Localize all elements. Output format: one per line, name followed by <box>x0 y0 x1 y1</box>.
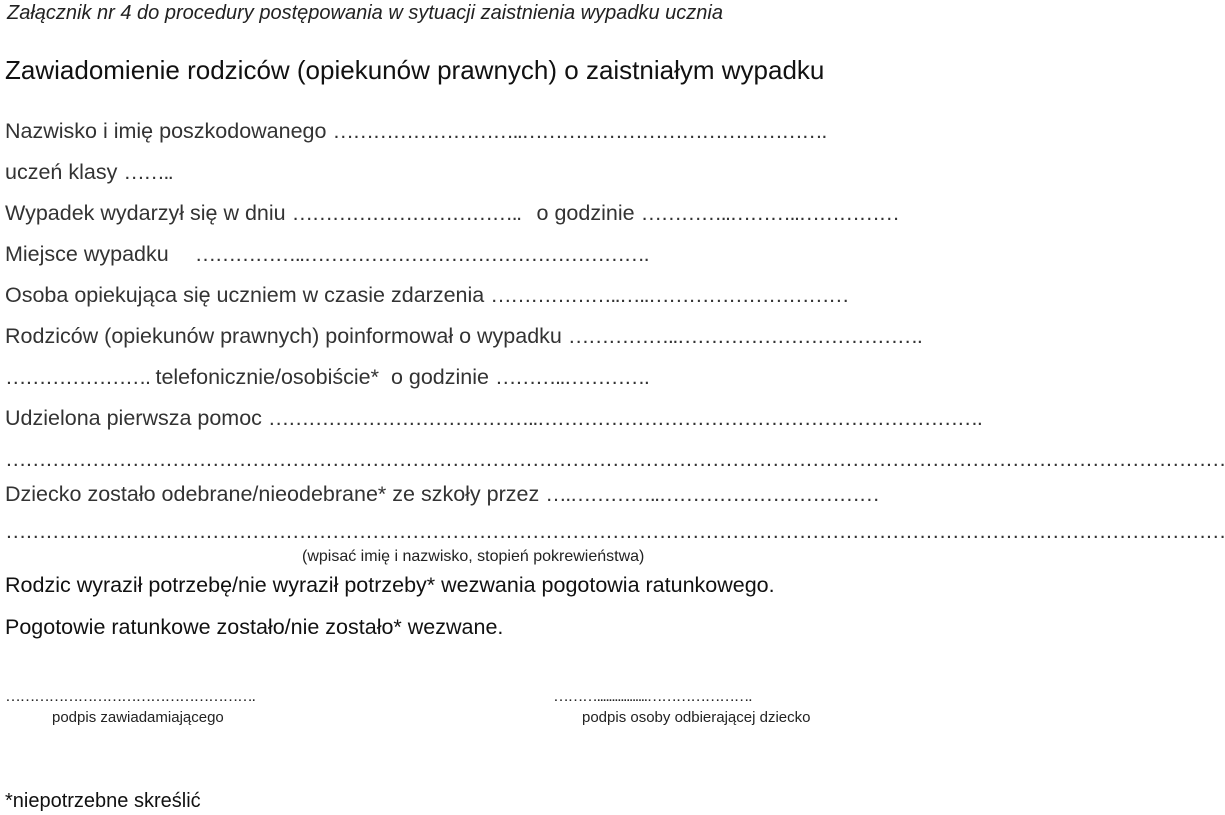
informed-by-continuation-field[interactable]: …………………. <box>5 365 150 389</box>
signature-receiver-line[interactable]: ……….................…………………. <box>553 688 752 705</box>
accident-time-label: o godzinie <box>536 201 635 225</box>
accident-date-field[interactable]: …………………………….. <box>291 201 521 225</box>
ambulance-called-statement: Pogotowie ratunkowe zostało/nie zostało* wezwane. <box>5 615 504 639</box>
injured-name-label: Nazwisko i imię poszkodowanego <box>5 119 327 143</box>
place-row <box>5 244 648 266</box>
first-aid-row <box>5 408 981 430</box>
pickup-field[interactable]: ….…………..…………………………… <box>545 482 879 506</box>
first-aid-continuation-field[interactable]: ………………………………………………………………………………………………………………………………………………………………… <box>5 447 1225 471</box>
signature-notifier-label: podpis zawiadamiającego <box>52 709 224 726</box>
class-row <box>5 162 172 184</box>
attachment-note: Załącznik nr 4 do procedury postępowania w sytuacji zaistnienia wypadku ucznia <box>7 2 723 24</box>
injured-name-row <box>5 121 826 143</box>
informed-time-field[interactable]: ………..…………. <box>494 365 649 389</box>
class-field[interactable]: …….. <box>123 160 173 184</box>
accident-date-row <box>5 203 898 225</box>
class-label: uczeń klasy <box>5 160 118 184</box>
informed-by-row <box>5 326 921 348</box>
pickup-label: Dziecko zostało odebrane/nieodebrane* ze szkoły przez <box>5 482 540 506</box>
informed-method-text: telefonicznie/osobiście* <box>155 365 379 389</box>
first-aid-field[interactable]: …………………………………..…………………………………………………………. <box>267 406 982 430</box>
footnote: *niepotrzebne skreślić <box>5 790 201 812</box>
informed-by-label: Rodziców (opiekunów prawnych) poinformował o wypadku <box>5 324 562 348</box>
pickup-row <box>5 484 879 506</box>
first-aid-label: Udzielona pierwsza pomoc <box>5 406 262 430</box>
place-field[interactable]: ……………..……………………………………………. <box>194 242 649 266</box>
pickup-continuation-row <box>5 521 1225 543</box>
accident-time-field[interactable]: …………..………..…………… <box>640 201 899 225</box>
signature-notifier-line[interactable]: ……………………………………………. <box>5 688 255 705</box>
ambulance-need-statement: Rodzic wyraził potrzebę/nie wyraził potrzeby* wezwania pogotowia ratunkowego. <box>5 573 775 597</box>
pickup-hint: (wpisać imię i nazwisko, stopień pokrewieństwa) <box>302 548 645 565</box>
caretaker-field[interactable]: ………………..…..………………………… <box>490 283 849 307</box>
first-aid-continuation-row <box>5 449 1225 471</box>
informed-by-field[interactable]: ……………..………………………………. <box>567 324 922 348</box>
caretaker-label: Osoba opiekująca się uczniem w czasie zdarzenia <box>5 283 485 307</box>
informed-time-label: o godzinie <box>390 365 489 389</box>
document-title: Zawiadomienie rodziców (opiekunów prawnych) o zaistniałym wypadku <box>5 55 825 85</box>
place-label: Miejsce wypadku <box>5 242 169 266</box>
accident-date-label: Wypadek wydarzył się w dniu <box>5 201 286 225</box>
caretaker-row <box>5 285 848 307</box>
injured-name-field[interactable]: ………………………..………………………………………. <box>332 119 826 143</box>
signature-receiver-label: podpis osoby odbierającej dziecko <box>582 709 811 726</box>
pickup-continuation-field[interactable]: ………………………………………………………………………………………………………………………………………………………………… <box>5 519 1225 543</box>
informed-method-row <box>5 367 648 389</box>
